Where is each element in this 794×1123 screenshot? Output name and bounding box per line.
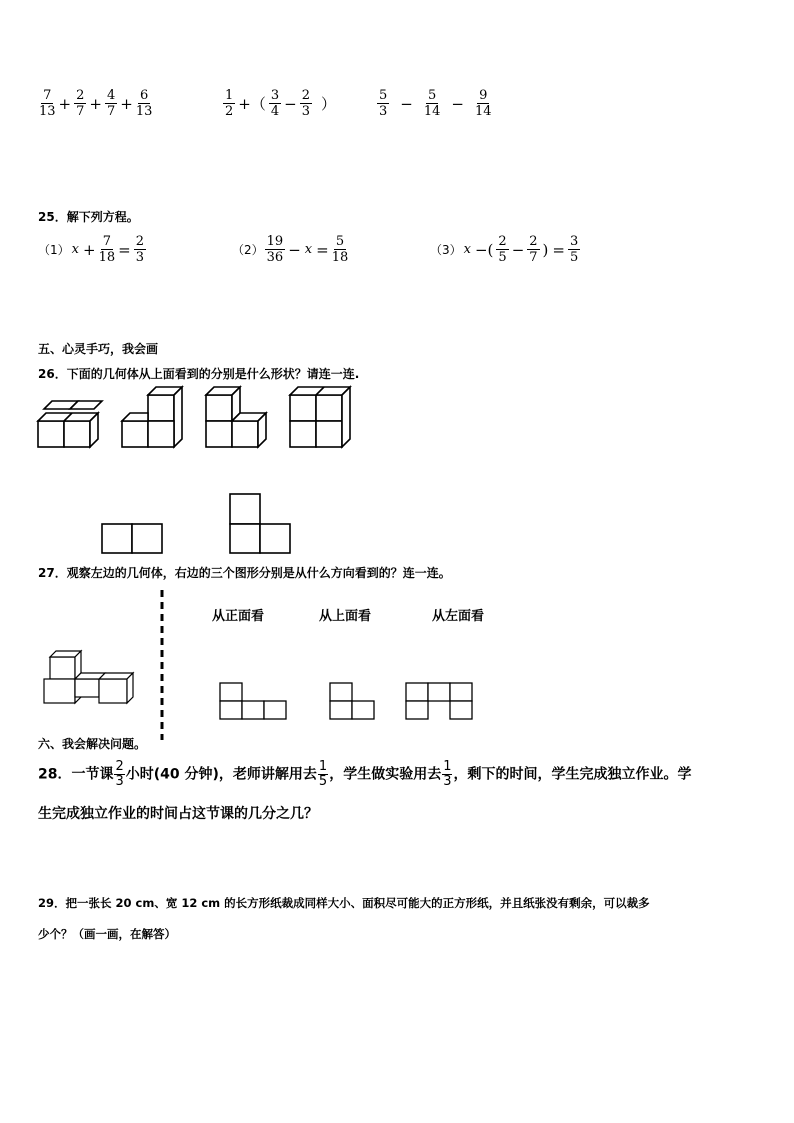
fraction: $\frac{1}{3}$ xyxy=(443,759,452,789)
fraction: $\frac{1}{5}$ xyxy=(318,759,328,789)
calc-expression-1: $\frac{7}{13}$ + $\frac{2}{7}$ + $\frac{4}{7}$ + $\frac{6}{13}$ xyxy=(39,88,153,119)
fraction: $\frac{3}{5}$ xyxy=(569,234,579,265)
fraction: $\frac{1}{2}$ xyxy=(225,88,234,119)
fraction: $\frac{5}{18}$ xyxy=(331,234,349,265)
view-label-top: 从上面看 xyxy=(319,609,372,624)
view-label-left: 从左面看 xyxy=(432,609,485,624)
solid-1 xyxy=(38,401,102,447)
top-view-b xyxy=(230,494,290,553)
section-6-heading: 六、我会解决问题。 xyxy=(38,737,147,751)
calc-expression-2: $\frac{1}{2}$ +（ $\frac{3}{4}$ − $\frac{2}{3}$ ） xyxy=(225,88,337,119)
solid-2 xyxy=(122,387,182,447)
fraction: $\frac{4}{7}$ xyxy=(106,88,116,119)
fraction: $\frac{5}{14}$ xyxy=(423,88,441,119)
q27-view-figures xyxy=(216,680,476,722)
fraction: $\frac{2}{7}$ xyxy=(76,88,85,119)
fraction: $\frac{19}{36}$ xyxy=(266,234,284,265)
solid-4 xyxy=(290,387,350,447)
fraction: $\frac{2}{5}$ xyxy=(498,234,507,265)
q28-line-2: 生完成独立作业的时间占这节课的几分之几？ xyxy=(38,806,318,822)
view-label-front: 从正面看 xyxy=(212,609,265,624)
fraction: $\frac{7}{13}$ xyxy=(39,88,56,119)
q25-equation-2: （2） $\frac{19}{36}$ − x = $\frac{5}{18}$ xyxy=(232,234,349,265)
fraction: $\frac{2}{3}$ xyxy=(301,88,310,119)
fraction: $\frac{3}{4}$ xyxy=(270,88,280,119)
fraction: $\frac{7}{18}$ xyxy=(98,234,116,265)
q26-top-views xyxy=(100,490,300,556)
solid-3 xyxy=(206,387,266,447)
fraction: $\frac{9}{14}$ xyxy=(474,88,492,119)
q29-line-1: 29．把一张长 20 cm、宽 12 cm 的长方形纸裁成同样大小、面积尽可能大的正方形纸，并且纸张没有剩余，可以裁多 xyxy=(38,896,650,910)
dashed-divider xyxy=(159,590,165,740)
q27-title: 27．观察左边的几何体，右边的三个图形分别是从什么方向看到的？连一连。 xyxy=(38,566,451,580)
fraction: $\frac{2}{3}$ xyxy=(115,759,124,789)
calc-expression-3: $\frac{5}{3}$ − $\frac{5}{14}$ − $\frac{9}{14}$ xyxy=(379,88,492,119)
view-figure-3 xyxy=(406,683,472,719)
view-figure-2 xyxy=(330,683,374,719)
q25-equation-3: （3） x −( $\frac{2}{5}$ − $\frac{2}{7}$ ) = $\frac{3}{5}$ xyxy=(430,234,579,265)
top-view-a xyxy=(102,524,162,553)
section-5-heading: 五、心灵手巧，我会画 xyxy=(38,342,159,356)
q25-equation-1: （1） x + $\frac{7}{18}$ = $\frac{2}{3}$ xyxy=(38,234,144,265)
q26-solids xyxy=(30,383,360,453)
fraction: $\frac{2}{7}$ xyxy=(529,234,538,265)
fraction: $\frac{6}{13}$ xyxy=(135,88,153,119)
view-figure-1 xyxy=(220,683,286,719)
q25-title: 25．解下列方程。 xyxy=(38,210,139,224)
fraction: $\frac{5}{3}$ xyxy=(379,88,388,119)
q27-solid xyxy=(40,645,144,707)
q29-line-2: 少个？（画一画，在解答） xyxy=(38,927,176,941)
q26-title: 26．下面的几何体从上面看到的分别是什么形状？请连一连. xyxy=(38,367,360,381)
q28-line-1: 28．一节课 $\frac{2}{3}$ 小时(40 分钟)，老师讲解用去 $\frac{1}{5}$ ，学生做实验用去 $\frac{1}{3}$ ，剩下的时间，学生完成独立作业。学 xyxy=(38,759,692,789)
fraction: $\frac{2}{3}$ xyxy=(135,234,144,265)
